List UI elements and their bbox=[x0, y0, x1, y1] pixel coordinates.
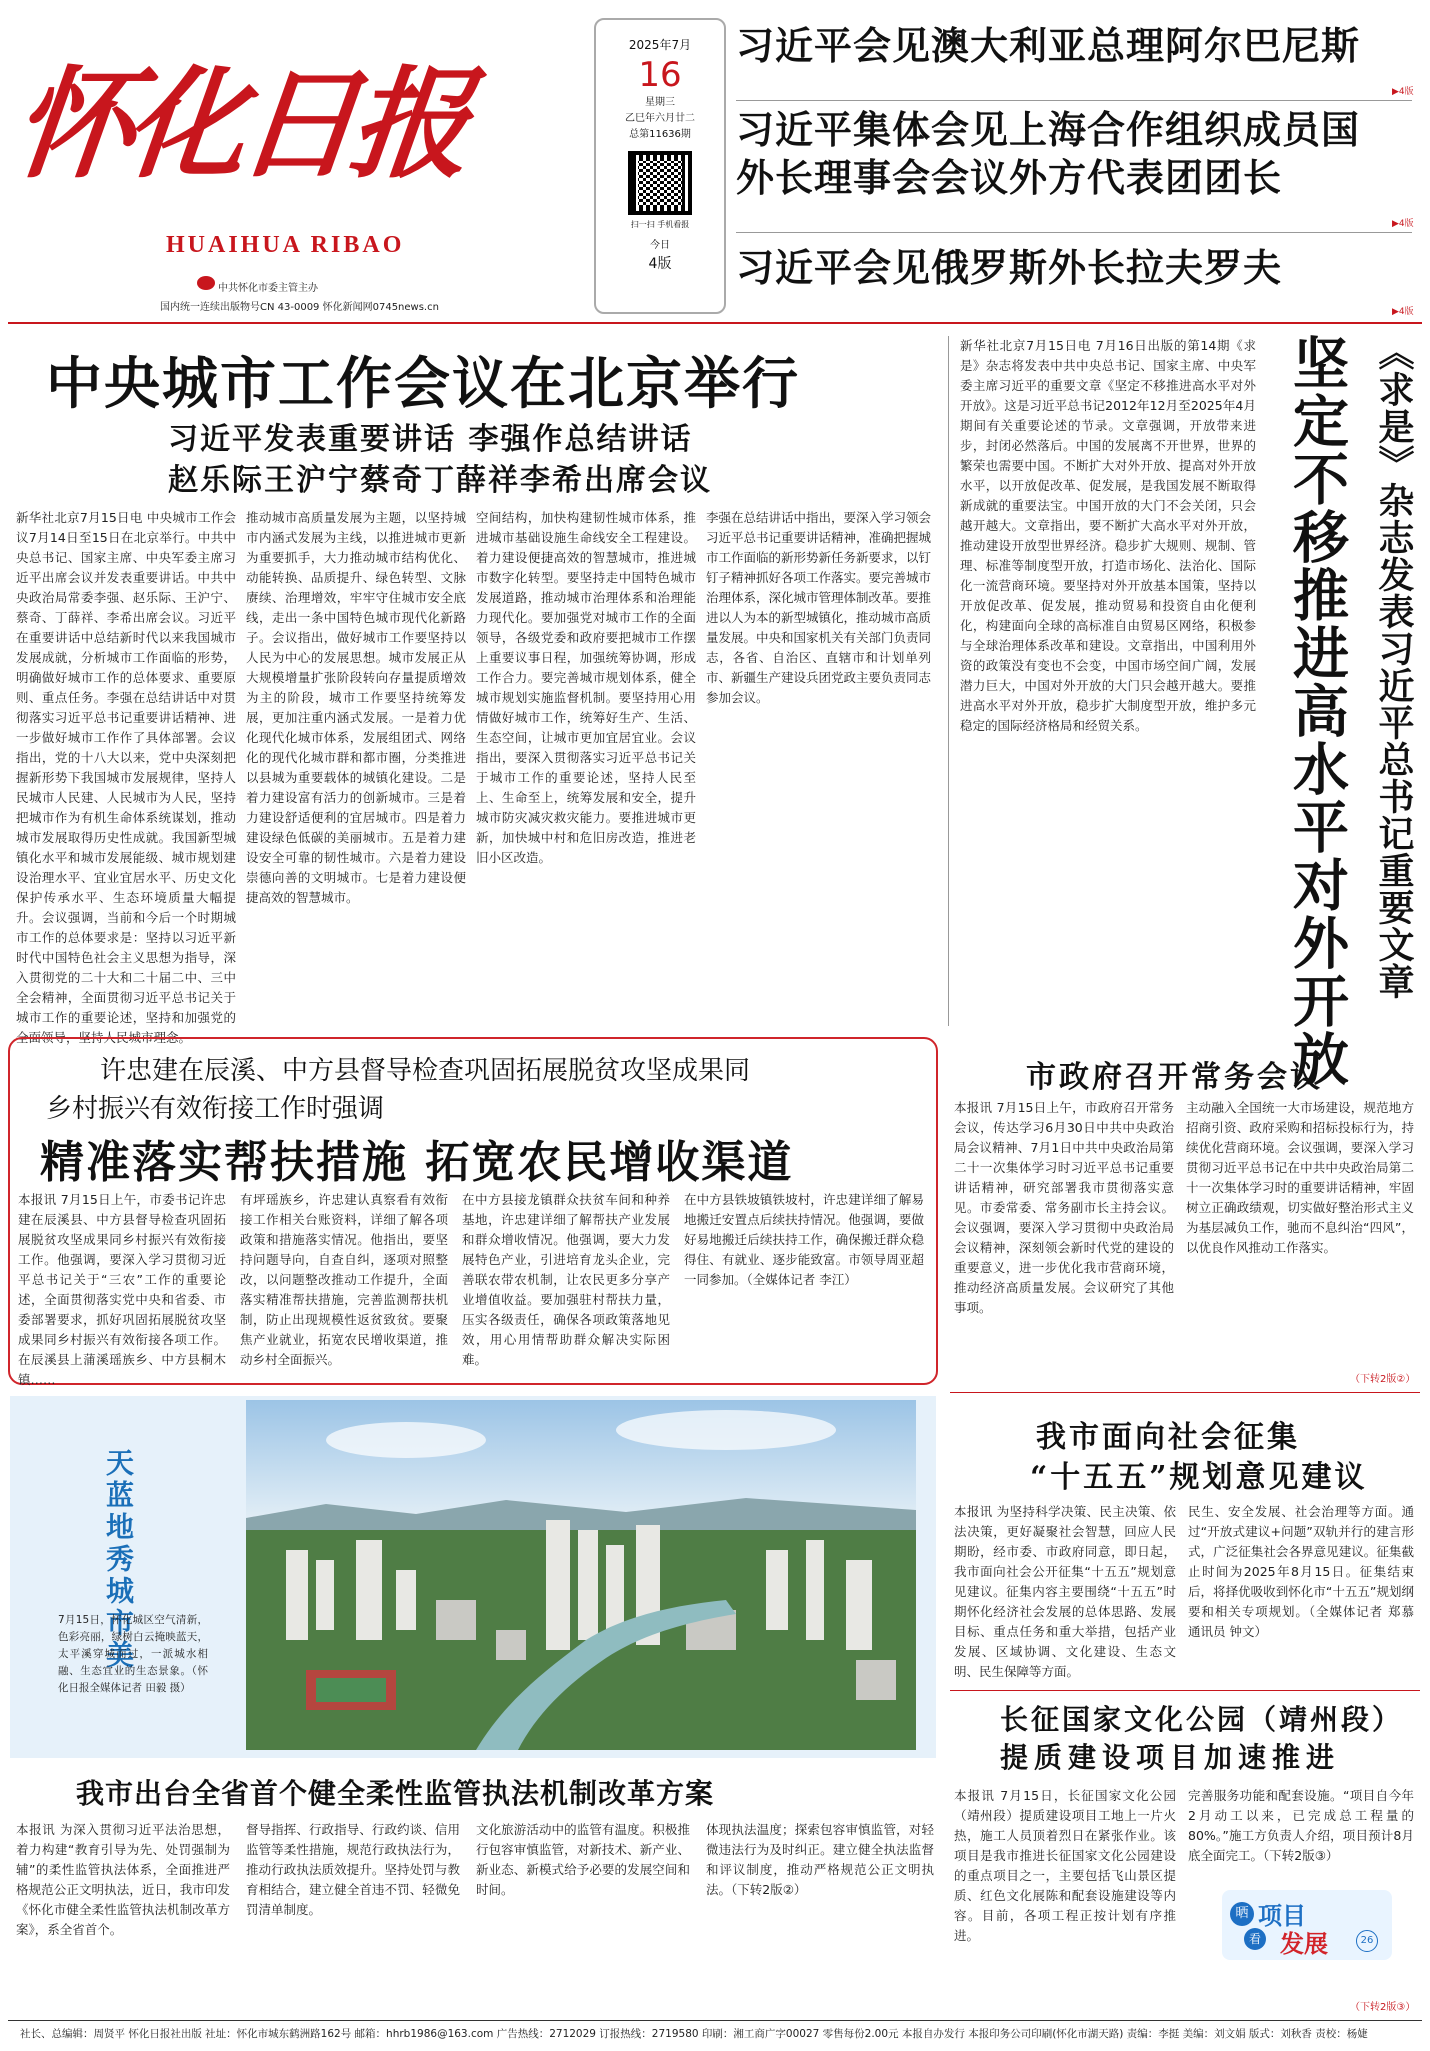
lead-subheadline-2: 赵乐际王沪宁蔡奇丁薛祥李希出席会议 bbox=[168, 463, 712, 498]
lead-subheadline-1: 习近平发表重要讲话 李强作总结讲话 bbox=[168, 422, 693, 457]
photo-caption: 7月15日，怀化城区空气清新，色彩亮丽，绿树白云掩映蓝天，太平溪穿城而过，一派城水相融、生态宜业的生态景象。（怀化日报全媒体记者 田毅 摄） bbox=[58, 1614, 208, 1694]
footer-imprint: 社长、总编辑：周贤平 怀化日报社出版 社址：怀化市城东鹤洲路162号 邮箱：hhrb1986@163.com 广告热线：2712029 订报热线：2719580 印刷：湘工商广字00027 零售每份2.00元 本报自办发行 本报印务公司印刷(怀化市湖天路) 责编：李挺 美编：刘文娟 版式：刘秋香 责校：杨婕 bbox=[20, 2028, 1368, 2040]
poverty-column-3: 在中方县接龙镇群众扶贫车间和种养基地，许忠建详细了解帮扶产业发展和群众增收情况。他强调，要大力发展特色产业，引进培育龙头企业，完善联农带农机制，让农民更多分享产业增值收益。要加强驻村帮扶力量，压实各级责任，确保各项政策落地见效，用心用情帮助群众解决实际困难。 bbox=[462, 1192, 670, 1367]
badge-number: 26 bbox=[1356, 1930, 1378, 1952]
plan-column-1: 本报讯 为坚持科学决策、民主决策、依法决策，更好凝聚社会智慧，回应人民期盼，经市委、市政府同意，即日起，我市面向社会公开征集“十五五”规划意见建议。征集内容主要围绕“十五五”时期怀化经济社会发展的总体思路、发展目标、重点任务和重大举措，包括产业发展、区域协调、文化建设、生态文明、民生保障等方面。 bbox=[954, 1504, 1176, 1679]
standing-column-2: 主动融入全国统一大市场建设，规范地方招商引资、政府采购和招标投标行为，持续优化营商环境。会议强调，要深入学习贯彻习近平总书记在中共中央政治局第二十一次集体学习时的重要讲话精神，牢固树立正确政绩观，切实做好整治形式主义为基层减负工作，驰而不息纠治“四风”，以优良作风推动工作落实。 bbox=[1186, 1100, 1414, 1255]
plan-title-1[interactable]: 我市面向社会征集 bbox=[1036, 1420, 1300, 1455]
standing-meeting-title[interactable]: 市政府召开常务会议 bbox=[1026, 1060, 1323, 1095]
divider bbox=[950, 1690, 1420, 1691]
regulation-column-3: 文化旅游活动中的监管有温度。积极推行包容审慎监管，对新技术、新产业、新业态、新模式给予必要的发展空间和时间。 bbox=[476, 1822, 690, 1897]
badge-word-2: 发展 bbox=[1280, 1929, 1328, 1958]
party-emblem-icon bbox=[197, 276, 215, 290]
date-year-month: 2025年7月 bbox=[628, 38, 692, 52]
divider bbox=[736, 232, 1412, 233]
footer-rule bbox=[8, 2020, 1422, 2021]
edition-label: 今日 bbox=[650, 240, 670, 251]
badge-word-1: 项目 bbox=[1258, 1901, 1306, 1930]
project-badge bbox=[1222, 1890, 1392, 1960]
photo-title-vertical: 天蓝地秀城市美 bbox=[102, 1448, 135, 1672]
divider bbox=[950, 1392, 1420, 1393]
poverty-column-2: 有坪瑶族乡，许忠建认真察看有效衔接工作相关台账资料，详细了解各项政策和措施落实情况。他指出，要坚持问题导向，自查自纠，逐项对照整改，以问题整改推动工作提升，全面落实精准帮扶措施，完善监测帮扶机制，防止出现规模性返贫致贫。要聚焦产业就业，拓宽农民增收渠道，推动乡村全面振兴。 bbox=[240, 1192, 448, 1367]
poverty-kicker-2: 乡村振兴有效衔接工作时强调 bbox=[46, 1094, 385, 1124]
date-weekday: 星期三 bbox=[645, 97, 675, 108]
regulation-column-4: 体现执法温度；探索包容审慎监管，对轻微违法行为及时纠正。建立健全执法监督和评议制度，推动严格规范公正文明执法。（下转2版②） bbox=[706, 1822, 934, 1897]
page-ref[interactable]: ▶4版 bbox=[1392, 87, 1414, 97]
lead-column-4: 李强在总结讲话中指出，要深入学习领会习近平总书记重要讲话精神，准确把握城市工作面临的新形势新任务新要求，以钉钉子精神抓好各项工作落实。要完善城市治理体系，深化城市管理体制改革。要推进以人为本的新型城镇化，推动城市高质量发展。中央和国家机关有关部门负责同志，各省、自治区、直辖市和计划单列市、新疆生产建设兵团党政主要负责同志参加会议。 bbox=[706, 510, 932, 705]
changzheng-title-1[interactable]: 长征国家文化公园（靖州段） bbox=[1000, 1703, 1404, 1736]
qiushi-body: 新华社北京7月15日电 7月16日出版的第14期《求是》杂志将发表中共中央总书记、国家主席、中央军委主席习近平的重要文章《坚定不移推进高水平对外开放》。这是习近平总书记2012年12月至2025年4月期间有关重要论述的节录。文章强调，开放带来进步，封闭必然落后。中国的发展离不开世界，世界的繁荣也需要中国。不断扩大对外开放、提高对外开放水平，以开放促改革、促发展，是我国发展不断取得新成就的重要法宝。中国开放的大门不会关闭，只会越开越大。文章指出，要不断扩大高水平对外开放，推动建设开放型世界经济。稳步扩大规则、规制、管理、标准等制度型开放，打造市场化、法治化、国际化一流营商环境。要坚持对外开放基本国策，坚持以开放促改革、促发展，推动贸易和投资自由化便利化，构建面向全球的高标准自由贸易区网络，积极参与全球治理体系改革和建设。文章指出，中国利用外资的政策没有变也不会变，中国市场空间广阔，发展潜力巨大，中国对外开放的大门只会越开越大。要推进高水平对外开放，稳步扩大制度型开放，维护多元稳定的国际经济格局和经贸关系。 bbox=[960, 338, 1256, 733]
masthead-logo: 怀化日报 bbox=[7, 54, 470, 195]
continued-link[interactable]: （下转2版②） bbox=[1350, 1374, 1416, 1385]
continued-link[interactable]: （下转2版③） bbox=[1350, 2002, 1416, 2013]
lead-column-1: 新华社北京7月15日电 中央城市工作会议7月14日至15日在北京举行。中共中央总书记、国家主席、中央军委主席习近平出席会议并发表重要讲话。中共中央政治局常委李强、赵乐际、王沪宁、蔡奇、丁薛祥、李希出席会议。习近平在重要讲话中总结新时代以来我国城市发展成就，分析城市工作面临的形势，明确做好城市工作的总体要求、重要原则、重点任务。李强在总结讲话中对贯彻落实习近平总书记重要讲话精神、进一步做好城市工作作了具体部署。会议指出，党的十八大以来，党中央深刻把握新形势下我国城市发展规律，坚持人民城市人民建、人民城市为人民，坚持把城市作为有机生命体系统谋划，推动城市发展取得历史性成就。我国新型城镇化水平和城市发展能级、城市规划建设治理水平、宜业宜居水平、历史文化保护传承水平、生态环境质量大幅提升。会议强调，当前和今后一个时期城市工作的总体要求是：坚持以习近平新时代中国特色社会主义思想为指导，深入贯彻党的二十大和二十届二中、三中全会精神，全面贯彻习近平总书记关于城市工作的重要论述，坚持和加强党的全面领导，坚持人民城市理念。 bbox=[16, 510, 236, 1045]
top-headline-2b[interactable]: 外长理事会会议外方代表团团长 bbox=[736, 156, 1283, 200]
masthead-pinyin: HUAIHUA RIBAO bbox=[166, 232, 405, 258]
lead-column-2: 推动城市高质量发展为主题，以坚持城市内涵式发展为主线，以推进城市更新为重要抓手，大力推动城市结构优化、动能转换、品质提升、绿色转型、文脉赓续、治理增效，牢牢守住城市安全底线，走出一条中国特色城市现代化新路子。会议指出，做好城市工作要坚持以人民为中心的发展思想。城市发展正从大规模增量扩张阶段转向存量提质增效为主的阶段，城市工作要坚持统筹发展，更加注重内涵式发展。一是着力优化现代化城市体系，发展组团式、网络化的现代化城市群和都市圈，分类推进以县城为重要载体的城镇化建设。二是着力建设富有活力的创新城市。三是着力建设舒适便利的宜居城市。四是着力建设绿色低碳的美丽城市。五是着力建设安全可靠的韧性城市。六是着力建设崇德向善的文明城市。七是着力建设便捷高效的智慧城市。 bbox=[246, 510, 466, 905]
masthead-cn-number: 国内统一连续出版物号CN 43-0009 怀化新闻网0745news.cn bbox=[160, 302, 439, 313]
date-box bbox=[594, 18, 726, 314]
lead-headline[interactable]: 中央城市工作会议在北京举行 bbox=[46, 352, 800, 417]
city-aerial-photo[interactable] bbox=[246, 1400, 916, 1750]
date-lunar: 乙巳年六月廿二 bbox=[625, 113, 695, 124]
top-headline-3[interactable]: 习近平会见俄罗斯外长拉夫罗夫 bbox=[736, 246, 1283, 290]
qr-caption: 扫一扫 手机看报 bbox=[630, 220, 690, 229]
changzheng-title-2[interactable]: 提质建设项目加速推进 bbox=[1000, 1741, 1341, 1774]
qiushi-headline-vertical[interactable]: 坚定不移推进高水平对外开放 bbox=[1284, 334, 1349, 1088]
issue-serial: 总第11636期 bbox=[629, 129, 691, 140]
top-headline-1[interactable]: 习近平会见澳大利亚总理阿尔巴尼斯 bbox=[736, 24, 1361, 68]
regulation-column-2: 督导指挥、行政指导、行政约谈、信用监管等柔性措施，规范行政执法行为，推动行政执法质效提升。坚持处罚与教育相结合，建立健全首违不罚、轻微免罚清单制度。 bbox=[246, 1822, 460, 1917]
plan-title-2[interactable]: “十五五”规划意见建议 bbox=[1030, 1460, 1368, 1495]
regulation-column-1: 本报讯 为深入贯彻习近平法治思想，着力构建“教育引导为先、处罚强制为辅”的柔性监管执法体系，全面推进严格规范公正文明执法，近日，我市印发《怀化市健全柔性监管执法机制改革方案》，系全省首个。 bbox=[16, 1822, 230, 1937]
poverty-column-4: 在中方县铁坡镇铁坡村，许忠建详细了解易地搬迁安置点后续扶持情况。他强调，要做好易地搬迁后续扶持工作，确保搬迁群众稳得住、有就业、逐步能致富。市领导周亚超一同参加。（全媒体记者 李江） bbox=[684, 1192, 924, 1287]
qiushi-kicker-vertical: 《求是》杂志发表习近平总书记重要文章 bbox=[1373, 334, 1414, 1000]
changzheng-column-1: 本报讯 7月15日，长征国家文化公园（靖州段）提质建设项目工地上一片火热，施工人员顶着烈日在紧张作业。该项目是我市推进长征国家文化公园建设的重点项目之一，主要包括飞山景区提质、红色文化展陈和配套设施建设等内容。目前，各项工程正按计划有序推进。 bbox=[954, 1788, 1176, 1943]
edition-pages: 4版 bbox=[648, 256, 672, 272]
regulation-headline[interactable]: 我市出台全省首个健全柔性监管执法机制改革方案 bbox=[76, 1777, 715, 1810]
changzheng-column-2: 完善服务功能和配套设施。“项目自今年2月动工以来，已完成总工程量的80%。”施工方负责人介绍，项目预计8月底全面完工。（下转2版③） bbox=[1188, 1788, 1414, 1863]
page-ref[interactable]: ▶4版 bbox=[1392, 307, 1414, 317]
badge-dot-2: 看 bbox=[1244, 1928, 1266, 1950]
city-skyline-illustration bbox=[246, 1400, 916, 1750]
lead-column-3: 空间结构，加快构建韧性城市体系，推进城市基础设施生命线安全工程建设。着力建设便捷高效的智慧城市，推进城市数字化转型。要坚持走中国特色城市发展道路，推动城市治理体系和治理能力现代化。要加强党对城市工作的全面领导，各级党委和政府要把城市工作摆上重要议事日程，加强统筹协调，形成工作合力。要完善城市规划体系，健全城市规划实施监督机制。要坚持用心用情做好城市工作，统筹好生产、生活、生态空间，让城市更加宜居宜业。会议指出，要深入贯彻落实习近平总书记关于城市工作的重要论述，坚持人民至上、生命至上，统筹发展和安全，提升城市防灾减灾救灾能力。要推进城市更新，加快城中村和危旧房改造，推进老旧小区改造。 bbox=[476, 510, 696, 865]
poverty-headline[interactable]: 精准落实帮扶措施 拓宽农民增收渠道 bbox=[40, 1137, 794, 1188]
masthead-org: 中共怀化市委主管主办 bbox=[218, 283, 318, 294]
divider bbox=[736, 100, 1412, 101]
poverty-column-1: 本报讯 7月15日上午，市委书记许忠建在辰溪县、中方县督导检查巩固拓展脱贫攻坚成果同乡村振兴有效衔接工作。他强调，要深入学习贯彻习近平总书记关于“三农”工作的重要论述，全面贯彻落实党中央和省委、市委部署要求，抓好巩固拓展脱贫攻坚成果同乡村振兴有效衔接各项工作。在辰溪县上蒲溪瑶族乡、中方县桐木镇…… bbox=[18, 1192, 226, 1387]
page-ref[interactable]: ▶4版 bbox=[1392, 219, 1414, 229]
badge-dot-1: 晒 bbox=[1230, 1902, 1254, 1926]
standing-column-1: 本报讯 7月15日上午，市政府召开常务会议，传达学习6月30日中共中央政治局会议精神、7月1日中共中央政治局第二十一次集体学习时习近平总书记重要讲话精神，研究部署我市贯彻落实意见。市委常委、常务副市长主持会议。会议强调，要深入学习贯彻中央政治局会议精神，深刻领会新时代党的建设的重要意义，进一步优化我市营商环境，推动经济高质量发展。会议研究了其他事项。 bbox=[954, 1100, 1174, 1315]
qr-code-icon[interactable] bbox=[628, 151, 692, 215]
poverty-kicker-1: 许忠建在辰溪、中方县督导检查巩固拓展脱贫攻坚成果同 bbox=[100, 1056, 751, 1086]
column-divider bbox=[948, 336, 949, 1026]
top-headline-2a[interactable]: 习近平集体会见上海合作组织成员国 bbox=[736, 108, 1361, 152]
date-day: 16 bbox=[638, 55, 682, 95]
masthead-rule bbox=[8, 322, 1422, 324]
plan-column-2: 民生、安全发展、社会治理等方面。通过“开放式建议+问题”双轨并行的建言形式，广泛征集社会各界意见建议。征集截止时间为2025年8月15日。征集结束后，将择优吸收到怀化市“十五五”规划纲要和相关专项规划。（全媒体记者 郑慕 通讯员 钟文） bbox=[1188, 1504, 1414, 1639]
